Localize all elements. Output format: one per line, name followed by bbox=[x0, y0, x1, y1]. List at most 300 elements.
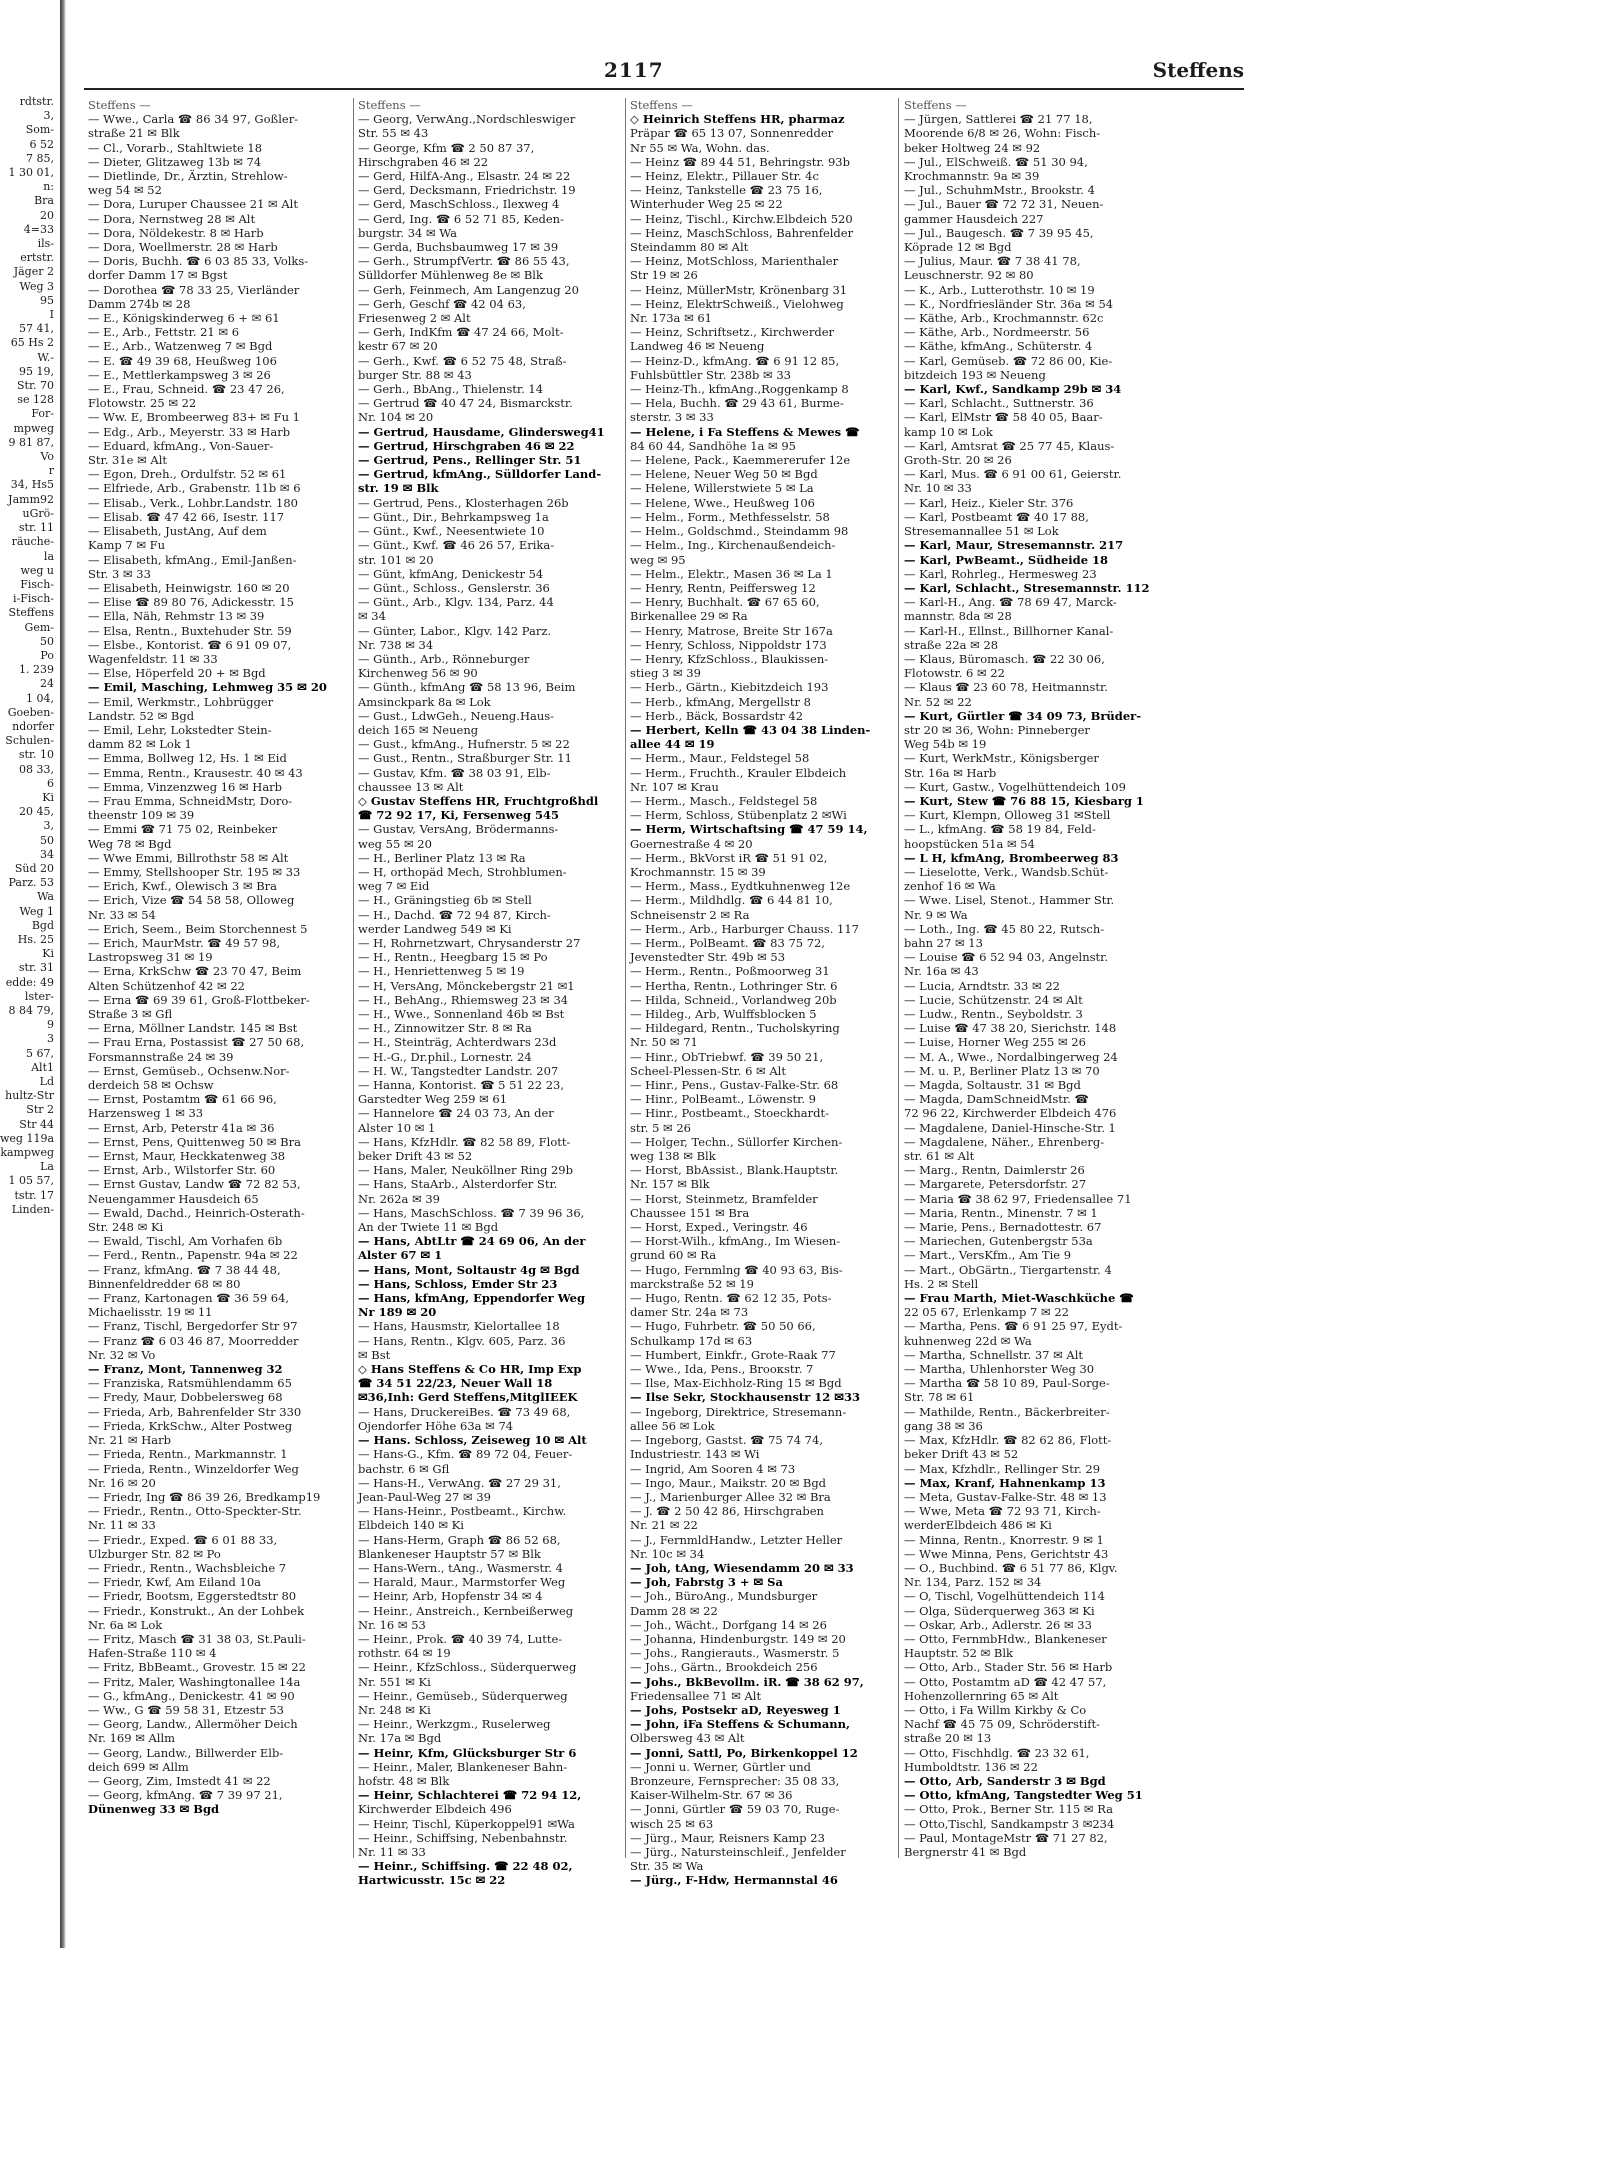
directory-entry: — Friedr, Ing ☎ 86 39 26, Bredkamp19 bbox=[88, 1489, 321, 1504]
previous-page-text: lster- bbox=[24, 989, 54, 1003]
directory-entry: Nr. 11 ✉ 33 bbox=[358, 1844, 426, 1859]
directory-entry: — Ludw., Rentn., Seyboldstr. 3 bbox=[904, 1007, 1083, 1021]
directory-entry: — Joh, tAng, Wiesendamm 20 ✉ 33 bbox=[630, 1560, 854, 1575]
column-heading: Steffens — bbox=[358, 98, 421, 112]
previous-page-text: 9 bbox=[47, 1018, 54, 1032]
directory-entry: — Gerd, HilfA-Ang., Elsastr. 24 ✉ 22 bbox=[358, 169, 571, 184]
directory-entry: straße 21 ✉ Blk bbox=[88, 126, 180, 141]
directory-entry: — Franz, Kartonagen ☎ 36 59 64, bbox=[88, 1291, 290, 1306]
directory-entry: — Frieda, Arb, Bahrenfelder Str 330 bbox=[88, 1404, 302, 1419]
directory-entry: — Helm., Goldschmd., Steindamm 98 bbox=[630, 524, 849, 539]
directory-entry: Nr. 33 ✉ 54 bbox=[88, 907, 156, 922]
directory-entry: — Franz, Mont, Tannenweg 32 bbox=[88, 1362, 283, 1377]
directory-entry: — Cl., Vorarb., Stahltwiete 18 bbox=[88, 140, 263, 155]
directory-entry: Landweg 46 ✉ Neueng bbox=[630, 339, 765, 354]
directory-entry: — Gust., LdwGeh., Neueng.Haus- bbox=[358, 708, 555, 723]
directory-entry: Nr. 16 ✉ 20 bbox=[88, 1475, 156, 1490]
directory-entry: Str. 55 ✉ 43 bbox=[358, 126, 429, 141]
directory-entry: ◇ Heinrich Steffens HR, pharmaz bbox=[630, 112, 845, 127]
previous-page-text: kampweg bbox=[0, 1146, 54, 1160]
directory-entry: Str 19 ✉ 26 bbox=[630, 268, 698, 283]
directory-entry: Friesenweg 2 ✉ Alt bbox=[358, 311, 471, 326]
directory-entry: Michaelisstr. 19 ✉ 11 bbox=[88, 1305, 213, 1320]
directory-entry: — H., Zinnowitzer Str. 8 ✉ Ra bbox=[358, 1021, 532, 1036]
directory-entry: Damm 28 ✉ 22 bbox=[630, 1603, 718, 1618]
directory-entry: straße 20 ✉ 13 bbox=[904, 1731, 992, 1746]
directory-entry: — Gust., kfmAng., Hufnerstr. 5 ✉ 22 bbox=[358, 737, 570, 752]
directory-entry: Köprade 12 ✉ Bgd bbox=[904, 240, 1012, 255]
directory-entry: — H., BehAng., Rhiemsweg 23 ✉ 34 bbox=[358, 992, 569, 1007]
directory-entry: — Emmy, Stellshooper Str. 195 ✉ 33 bbox=[88, 864, 301, 879]
previous-page-text: Linden- bbox=[11, 1202, 54, 1216]
previous-page-text: Fisch- bbox=[20, 577, 54, 591]
directory-entry: damm 82 ✉ Lok 1 bbox=[88, 737, 192, 752]
previous-page-text: 24 bbox=[40, 677, 54, 691]
directory-entry: Str. 35 ✉ Wa bbox=[630, 1859, 704, 1874]
directory-entry: Hirschgraben 46 ✉ 22 bbox=[358, 154, 489, 169]
directory-entry: — Heinz, Tankstelle ☎ 23 75 16, bbox=[630, 183, 823, 198]
directory-entry: — Herm, Schloss, Stübenplatz 2 ✉Wi bbox=[630, 808, 847, 823]
directory-entry: — Hinr., ObTriebwf. ☎ 39 50 21, bbox=[630, 1049, 824, 1064]
directory-entry: — Karl, Amtsrat ☎ 25 77 45, Klaus- bbox=[904, 438, 1115, 453]
directory-entry: kamp 10 ✉ Lok bbox=[904, 424, 993, 439]
directory-entry: — Hans, KfzHdlr. ☎ 82 58 89, Flott- bbox=[358, 1134, 571, 1149]
directory-entry: Nr. 169 ✉ Allm bbox=[88, 1731, 176, 1746]
directory-entry: — Hans, StaArb., Alsterdorfer Str. bbox=[358, 1177, 558, 1192]
previous-page-text: Goeben- bbox=[7, 705, 54, 719]
directory-entry: — Max, Kranf, Hahnenkamp 13 bbox=[904, 1475, 1106, 1490]
directory-entry: — Emil, Werkmstr., Lohbrügger bbox=[88, 694, 274, 709]
directory-entry: — E., Arb., Watzenweg 7 ✉ Bgd bbox=[88, 339, 273, 354]
directory-entry: — Elisabeth, Heinwigstr. 160 ✉ 20 bbox=[88, 580, 290, 595]
directory-entry: — Max, Kfzhdlr., Rellinger Str. 29 bbox=[904, 1461, 1101, 1476]
directory-entry: beker Holtweg 24 ✉ 92 bbox=[904, 140, 1041, 155]
directory-entry: werderElbdeich 486 ✉ Ki bbox=[904, 1518, 1052, 1533]
directory-entry: — L H, kfmAng, Brombeerweg 83 bbox=[904, 850, 1119, 865]
directory-entry: — Jürg., Natursteinschleif., Jenfelder bbox=[630, 1844, 846, 1859]
directory-entry: Nr. 173a ✉ 61 bbox=[630, 311, 712, 326]
directory-entry: — Louise ☎ 6 52 94 03, Angelnstr. bbox=[904, 950, 1109, 965]
directory-entry: — Fritz, BbBeamt., Grovestr. 15 ✉ 22 bbox=[88, 1660, 306, 1675]
directory-entry: — Herb., Gärtn., Kiebitzdeich 193 bbox=[630, 680, 829, 695]
directory-entry: str 20 ✉ 36, Wohn: Pinneberger bbox=[904, 722, 1090, 737]
previous-page-text: se 128 bbox=[17, 393, 54, 407]
directory-entry: — Marg., Rentn, Daimlerstr 26 bbox=[904, 1163, 1085, 1178]
directory-entry: Nr. 21 ✉ Harb bbox=[88, 1433, 171, 1448]
previous-page-fragment bbox=[0, 95, 56, 1855]
previous-page-text: 9 81 87, bbox=[8, 435, 54, 449]
directory-entry: — Jürg., F-Hdw, Hermannstal 46 bbox=[630, 1873, 838, 1888]
directory-entry: Moorende 6/8 ✉ 26, Wohn: Fisch- bbox=[904, 126, 1101, 141]
directory-entry: — Hinr., Pens., Gustav-Falke-Str. 68 bbox=[630, 1078, 839, 1093]
directory-entry: Lastropsweg 31 ✉ 19 bbox=[88, 950, 213, 965]
directory-entry: — Else, Höperfeld 20 + ✉ Bgd bbox=[88, 666, 266, 681]
directory-entry: derdeich 58 ✉ Ochsw bbox=[88, 1078, 214, 1093]
directory-entry: — Ilse, Max-Eichholz-Ring 15 ✉ Bgd bbox=[630, 1376, 842, 1391]
previous-page-text: 95 bbox=[40, 293, 54, 307]
previous-page-text: ils- bbox=[37, 237, 54, 251]
directory-entry: — Heinz, MotSchloss, Marienthaler bbox=[630, 254, 839, 269]
directory-entry: — Elfriede, Arb., Grabenstr. 11b ✉ 6 bbox=[88, 481, 301, 496]
previous-page-text: 7 85, bbox=[26, 151, 54, 165]
previous-page-text: Hs. 25 bbox=[17, 932, 54, 946]
directory-entry: straße 22a ✉ 28 bbox=[904, 637, 999, 652]
column-divider bbox=[353, 98, 354, 1858]
directory-entry: — Harald, Maur., Marmstorfer Weg bbox=[358, 1575, 566, 1590]
directory-entry: str. 101 ✉ 20 bbox=[358, 552, 434, 567]
directory-entry: — Heinr, Schlachterei ☎ 72 94 12, bbox=[358, 1788, 582, 1803]
directory-entry: weg ✉ 95 bbox=[630, 552, 686, 567]
directory-entry: marckstraße 52 ✉ 19 bbox=[630, 1276, 754, 1291]
directory-entry: — Friedr., Konstrukt., An der Lohbek bbox=[88, 1603, 305, 1618]
directory-entry: — Georg, kfmAng. ☎ 7 39 97 21, bbox=[88, 1788, 283, 1803]
previous-page-text: 6 52 bbox=[29, 137, 54, 151]
directory-entry: — Heinr., Anstreich., Kernbeißerweg bbox=[358, 1603, 574, 1618]
directory-entry: — Kurt, Gürtler ☎ 34 09 73, Brüder- bbox=[904, 708, 1141, 723]
directory-entry: Wagenfeldstr. 11 ✉ 33 bbox=[88, 651, 218, 666]
directory-entry: — Wwe, Meta ☎ 72 93 71, Kirch- bbox=[904, 1504, 1101, 1519]
directory-entry: — Hans-H., VerwAng. ☎ 27 29 31, bbox=[358, 1475, 561, 1490]
directory-entry: — Günter, Labor., Klgv. 142 Parz. bbox=[358, 623, 552, 638]
directory-entry: — Emma, Rentn., Krausestr. 40 ✉ 43 bbox=[88, 765, 303, 780]
directory-entry: — Ferd., Rentn., Papenstr. 94a ✉ 22 bbox=[88, 1248, 298, 1263]
directory-entry: — Helm., Ing., Kirchenaußendeich- bbox=[630, 538, 836, 553]
directory-entry: — Gertrud, kfmAng., Sülldorfer Land- bbox=[358, 467, 602, 482]
directory-entry: ☎ 72 92 17, Ki, Fersenweg 545 bbox=[358, 808, 560, 823]
directory-entry: — Emil, Masching, Lehmweg 35 ✉ 20 bbox=[88, 680, 327, 695]
directory-entry: — Hans, DruckereiBes. ☎ 73 49 68, bbox=[358, 1404, 571, 1419]
directory-entry: — George, Kfm ☎ 2 50 87 37, bbox=[358, 140, 535, 155]
directory-entry: — Lieselotte, Verk., Wandsb.Schüt- bbox=[904, 864, 1109, 879]
directory-entry: ☎ 34 51 22/23, Neuer Wall 18 bbox=[358, 1376, 553, 1391]
directory-entry: — Wwe. Lisel, Stenot., Hammer Str. bbox=[904, 893, 1115, 908]
directory-entry: — Klaus, Büromasch. ☎ 22 30 06, bbox=[904, 651, 1105, 666]
directory-entry: — Herm, Wirtschaftsing ☎ 47 59 14, bbox=[630, 822, 868, 837]
directory-entry: — Holger, Techn., Süllorfer Kirchen- bbox=[630, 1134, 843, 1149]
directory-entry: ✉36,Inh: Gerd Steffens,MitglIEEK bbox=[358, 1390, 578, 1405]
directory-entry: — H. W., Tangstedter Landstr. 207 bbox=[358, 1063, 559, 1078]
directory-entry: — Otto, FernmbHdw., Blankeneser bbox=[904, 1631, 1107, 1646]
directory-entry: — Marie, Pens., Bernadottestr. 67 bbox=[904, 1220, 1102, 1235]
directory-entry: — Herm., Mildhdlg. ☎ 6 44 81 10, bbox=[630, 893, 833, 908]
directory-entry: — Loth., Ing. ☎ 45 80 22, Rutsch- bbox=[904, 921, 1105, 936]
directory-entry: — Martha, Uhlenhorster Weg 30 bbox=[904, 1362, 1095, 1377]
previous-page-text: i-Fisch- bbox=[13, 592, 54, 606]
directory-entry: — Magdalene, Daniel-Hinsche-Str. 1 bbox=[904, 1120, 1116, 1135]
directory-entry: — Ingeborg, Direktrice, Stresemann- bbox=[630, 1404, 847, 1419]
directory-entry: Flotowstr. 25 ✉ 22 bbox=[88, 396, 197, 411]
previous-page-text: 20 45, bbox=[19, 805, 54, 819]
directory-entry: beker Drift 43 ✉ 52 bbox=[358, 1149, 473, 1164]
directory-entry: — Hinr., Postbeamt., Stoeckhardt- bbox=[630, 1106, 829, 1121]
directory-entry: — Otto, Prok., Berner Str. 115 ✉ Ra bbox=[904, 1802, 1113, 1817]
directory-entry: — Karl, Kwf., Sandkamp 29b ✉ 34 bbox=[904, 382, 1122, 397]
directory-entry: — Ingo, Maur., Maikstr. 20 ✉ Bgd bbox=[630, 1475, 827, 1490]
previous-page-text: 08 33, bbox=[19, 762, 54, 776]
directory-entry: — Elsbe., Kontorist. ☎ 6 91 09 07, bbox=[88, 637, 292, 652]
directory-entry: hoopstücken 51a ✉ 54 bbox=[904, 836, 1035, 851]
directory-entry: — Heinr., Maler, Blankeneser Bahn- bbox=[358, 1759, 568, 1774]
directory-entry: — Helene, Pack., Kaemmererufer 12e bbox=[630, 453, 851, 468]
blank-margin bbox=[0, 1948, 1600, 2177]
directory-entry: — Ingeborg, Gastst. ☎ 75 74 74, bbox=[630, 1433, 823, 1448]
directory-entry: — Hela, Buchh. ☎ 29 43 61, Burme- bbox=[630, 396, 844, 411]
directory-entry: — Fredy, Maur, Dobbelersweg 68 bbox=[88, 1390, 283, 1405]
directory-entry: — Ernst, Arb, Peterstr 41a ✉ 36 bbox=[88, 1120, 275, 1135]
previous-page-text: Str 2 bbox=[26, 1103, 54, 1117]
directory-entry: Straße 3 ✉ Gfl bbox=[88, 1007, 173, 1021]
directory-entry: — Günt, kfmAng, Denickestr 54 bbox=[358, 566, 544, 581]
directory-entry: — Emma, Vinzenzweg 16 ✉ Harb bbox=[88, 779, 283, 794]
directory-entry: — Gerh, Feinmech, Am Langenzug 20 bbox=[358, 282, 579, 297]
directory-entry: — E., Mettlerkampsweg 3 ✉ 26 bbox=[88, 367, 271, 382]
directory-entry: — Meta, Gustav-Falke-Str. 48 ✉ 13 bbox=[904, 1489, 1107, 1504]
directory-entry: — Johs., Gärtn., Brookdeich 256 bbox=[630, 1660, 818, 1675]
directory-entry: kuhnenweg 22d ✉ Wa bbox=[904, 1333, 1032, 1348]
directory-entry: bachstr. 6 ✉ Gfl bbox=[358, 1461, 450, 1476]
directory-entry: — J., Marienburger Allee 32 ✉ Bra bbox=[630, 1489, 831, 1504]
directory-entry: 84 60 44, Sandhöhe 1a ✉ 95 bbox=[630, 438, 796, 453]
previous-page-text: Ld bbox=[39, 1075, 54, 1089]
directory-entry: Nr. 9 ✉ Wa bbox=[904, 907, 968, 922]
directory-entry: burger Str. 88 ✉ 43 bbox=[358, 367, 472, 382]
directory-entry: zenhof 16 ✉ Wa bbox=[904, 879, 996, 894]
directory-entry: Nr. 248 ✉ Ki bbox=[358, 1702, 431, 1717]
previous-page-text: ndorfer bbox=[12, 719, 54, 733]
directory-entry: wisch 25 ✉ 63 bbox=[630, 1816, 714, 1831]
directory-entry: Kirchwerder Elbdeich 496 bbox=[358, 1802, 512, 1817]
previous-page-text: 50 bbox=[40, 833, 54, 847]
directory-entry: — Hans-Herm, Graph ☎ 86 52 68, bbox=[358, 1532, 561, 1547]
directory-entry: — Margarete, Petersdorfstr. 27 bbox=[904, 1177, 1087, 1192]
directory-entry: — Hugo, Fuhrbetr. ☎ 50 50 66, bbox=[630, 1319, 816, 1334]
directory-entry: — Heinr., Schiffsing, Nebenbahnstr. bbox=[358, 1830, 568, 1845]
directory-entry: — Franz, kfmAng. ☎ 7 38 44 48, bbox=[88, 1262, 281, 1277]
directory-entry: — Magda, Soltaustr. 31 ✉ Bgd bbox=[904, 1078, 1081, 1093]
directory-entry: — Gustav, VersAng, Brödermanns- bbox=[358, 822, 559, 837]
directory-entry: chaussee 13 ✉ Alt bbox=[358, 779, 464, 794]
directory-entry: — Günt., Arb., Klgv. 134, Parz. 44 bbox=[358, 595, 554, 610]
directory-entry: — Gertrud, Pens., Klosterhagen 26b bbox=[358, 495, 569, 510]
directory-entry: Schulkamp 17d ✉ 63 bbox=[630, 1333, 753, 1348]
directory-entry: Damm 274b ✉ 28 bbox=[88, 296, 191, 311]
previous-page-text: 57 41, bbox=[19, 322, 54, 336]
directory-entry: — Johs., Rangierauts., Wasmerstr. 5 bbox=[630, 1646, 840, 1661]
directory-entry: Fuhlsbüttler Str. 238b ✉ 33 bbox=[630, 367, 791, 382]
directory-entry: — Joh., BüroAng., Mundsburger bbox=[630, 1589, 818, 1604]
directory-entry: — Herm., Maur., Feldstegel 58 bbox=[630, 751, 810, 766]
directory-entry: — Herm., Mass., Eydtkuhnenweg 12e bbox=[630, 879, 851, 894]
previous-page-text: Gem- bbox=[24, 620, 54, 634]
directory-entry: — Luise, Horner Weg 255 ✉ 26 bbox=[904, 1035, 1086, 1050]
directory-column-2 bbox=[358, 98, 620, 1888]
directory-entry: allee 44 ✉ 19 bbox=[630, 737, 715, 752]
previous-page-text: str. 11 bbox=[18, 521, 54, 535]
directory-entry: — Edg., Arb., Meyerstr. 33 ✉ Harb bbox=[88, 424, 291, 439]
directory-entry: — Fritz, Maler, Washingtonallee 14a bbox=[88, 1674, 301, 1689]
previous-page-text: Som- bbox=[25, 123, 54, 137]
directory-entry: — Herbert, Kelln ☎ 43 04 38 Linden- bbox=[630, 722, 871, 737]
directory-entry: — Kurt, Stew ☎ 76 88 15, Kiesbarg 1 bbox=[904, 793, 1144, 808]
previous-page-text: Jamm92 bbox=[8, 492, 54, 506]
directory-entry: Weg 78 ✉ Bgd bbox=[88, 836, 172, 851]
directory-entry: — Hans-G., Kfm. ☎ 89 72 04, Feuer- bbox=[358, 1447, 573, 1462]
directory-entry: — Helene, Wwe., Heußweg 106 bbox=[630, 495, 815, 510]
previous-page-text: Wa bbox=[37, 890, 54, 904]
directory-entry: Olbersweg 43 ✉ Alt bbox=[630, 1731, 745, 1746]
directory-entry: — Kurt, Gastw., Vogelhüttendeich 109 bbox=[904, 779, 1126, 794]
directory-entry: Neuengammer Hausdeich 65 bbox=[88, 1191, 259, 1206]
previous-page-text: Alt1 bbox=[31, 1060, 54, 1074]
directory-entry: — Heinr, Kfm, Glücksburger Str 6 bbox=[358, 1745, 577, 1760]
directory-entry: Harzensweg 1 ✉ 33 bbox=[88, 1106, 204, 1121]
directory-entry: — Günth., kfmAng ☎ 58 13 96, Beim bbox=[358, 680, 576, 695]
directory-entry: — Otto, kfmAng, Tangstedter Weg 51 bbox=[904, 1788, 1143, 1803]
previous-page-text: Weg 3 bbox=[19, 279, 54, 293]
previous-page-text: 3, bbox=[43, 819, 54, 833]
directory-entry: — Jürgen, Sattlerei ☎ 21 77 18, bbox=[904, 112, 1093, 127]
previous-page-text: 50 bbox=[40, 634, 54, 648]
directory-entry: — Frau Marth, Miet-Waschküche ☎ bbox=[904, 1291, 1134, 1306]
previous-page-text: 34, Hs5 bbox=[10, 478, 54, 492]
directory-entry: — Martha ☎ 58 10 89, Paul-Sorge- bbox=[904, 1376, 1110, 1391]
directory-entry: — Egon, Dreh., Ordulfstr. 52 ✉ 61 bbox=[88, 467, 287, 482]
directory-entry: — Herm., Rentn., Poßmoorweg 31 bbox=[630, 964, 830, 979]
directory-entry: theenstr 109 ✉ 39 bbox=[88, 808, 195, 823]
directory-entry: — Otto,Tischl, Sandkampstr 3 ✉234 bbox=[904, 1816, 1115, 1831]
directory-entry: — Hans, Mont, Soltaustr 4g ✉ Bgd bbox=[358, 1262, 580, 1277]
directory-entry: — K., Arb., Lutterothstr. 10 ✉ 19 bbox=[904, 282, 1095, 297]
directory-entry: — Horst, BbAssist., Blank.Hauptstr. bbox=[630, 1163, 839, 1178]
directory-entry: Goernestraße 4 ✉ 20 bbox=[630, 836, 753, 851]
directory-entry: Str. 3 ✉ 33 bbox=[88, 566, 151, 581]
previous-page-text: str. 31 bbox=[18, 961, 54, 975]
directory-entry: Nr. 551 ✉ Ki bbox=[358, 1674, 431, 1689]
directory-entry: — Karl, ElMstr ☎ 58 40 05, Baar- bbox=[904, 410, 1103, 425]
directory-entry: — Günt., Kwf. ☎ 46 26 57, Erika- bbox=[358, 538, 555, 553]
column-heading: Steffens — bbox=[88, 98, 151, 112]
directory-entry: Scheel-Plessen-Str. 6 ✉ Alt bbox=[630, 1063, 786, 1078]
directory-entry: — Heinz-D., kfmAng. ☎ 6 91 12 85, bbox=[630, 353, 840, 368]
directory-entry: — Elsa, Rentn., Buxtehuder Str. 59 bbox=[88, 623, 292, 638]
directory-entry: Alster 67 ✉ 1 bbox=[358, 1248, 443, 1263]
directory-entry: — Dietlinde, Dr., Ärztin, Strehlow- bbox=[88, 169, 288, 184]
directory-entry: Nr. 21 ✉ 22 bbox=[630, 1518, 698, 1533]
directory-entry: — O., Buchbind. ☎ 6 51 77 86, Klgv. bbox=[904, 1560, 1118, 1575]
directory-entry: — H, VersAng, Mönckebergstr 21 ✉1 bbox=[358, 978, 575, 993]
directory-entry: rothstr. 64 ✉ 19 bbox=[358, 1646, 451, 1661]
directory-entry: — Jürg., Maur, Reisners Kamp 23 bbox=[630, 1830, 825, 1845]
directory-entry: — Ewald, Tischl, Am Vorhafen 6b bbox=[88, 1234, 283, 1249]
directory-entry: — Otto, Fischhdlg. ☎ 23 32 61, bbox=[904, 1745, 1090, 1760]
directory-entry: — Hildeg., Arb, Wulffsblocken 5 bbox=[630, 1007, 817, 1021]
directory-entry: — Heinr., KfzSchloss., Süderquerweg bbox=[358, 1660, 577, 1675]
directory-entry: Nr. 50 ✉ 71 bbox=[630, 1035, 698, 1050]
directory-entry: — Karl, Gemüseb. ☎ 72 86 00, Kie- bbox=[904, 353, 1113, 368]
directory-entry: — Gertrud, Hausdame, Glindersweg41 bbox=[358, 424, 605, 439]
directory-entry: — Wwe., Carla ☎ 86 34 97, Goßler- bbox=[88, 112, 299, 127]
directory-entry: — Ernst Gustav, Landw ☎ 72 82 53, bbox=[88, 1177, 301, 1192]
directory-entry: — Gerd, Decksmann, Friedrichstr. 19 bbox=[358, 183, 576, 198]
directory-column-3 bbox=[630, 98, 892, 1888]
column-divider bbox=[898, 98, 899, 1858]
directory-entry: ✉ Bst bbox=[358, 1347, 391, 1362]
directory-entry: — Horst, Steinmetz, Bramfelder bbox=[630, 1191, 818, 1206]
directory-entry: Forsmannstraße 24 ✉ 39 bbox=[88, 1049, 234, 1064]
previous-page-text: 1 04, bbox=[26, 691, 54, 705]
directory-entry: — Käthe, Arb., Krochmannstr. 62c bbox=[904, 311, 1104, 326]
directory-entry: — Gust., Rentn., Straßburger Str. 11 bbox=[358, 751, 572, 766]
directory-entry: — Frieda, Rentn., Winzeldorfer Weg bbox=[88, 1461, 299, 1476]
directory-entry: — Gerd, Ing. ☎ 6 52 71 85, Keden- bbox=[358, 211, 564, 226]
directory-entry: str. 19 ✉ Blk bbox=[358, 481, 439, 496]
previous-page-text: r bbox=[48, 464, 54, 478]
directory-entry: Str. 31e ✉ Alt bbox=[88, 453, 168, 468]
previous-page-text: Str 44 bbox=[19, 1117, 54, 1131]
directory-entry: — Gustav, Kfm. ☎ 38 03 91, Elb- bbox=[358, 765, 551, 780]
directory-entry: — Helm., Form., Methfesselstr. 58 bbox=[630, 509, 830, 524]
directory-entry: — Franziska, Ratsmühlendamm 65 bbox=[88, 1376, 292, 1391]
previous-page-text: 8 84 79, bbox=[8, 1004, 54, 1017]
previous-page-text: Ki bbox=[42, 947, 54, 961]
directory-entry: — Doris, Buchh. ☎ 6 03 85 33, Volks- bbox=[88, 254, 309, 269]
directory-entry: — Herm., Masch., Feldstegel 58 bbox=[630, 793, 818, 808]
directory-entry: Jean-Paul-Weg 27 ✉ 39 bbox=[358, 1489, 491, 1504]
directory-entry: — J. ☎ 2 50 42 86, Hirschgraben bbox=[630, 1504, 824, 1519]
directory-entry: — Magda, DamSchneidMstr. ☎ bbox=[904, 1092, 1089, 1107]
previous-page-text: weg u bbox=[20, 563, 54, 577]
directory-entry: — Hans-Wern., tAng., Wasmerstr. 4 bbox=[358, 1560, 563, 1575]
directory-entry: — Käthe, Arb., Nordmeerstr. 56 bbox=[904, 325, 1090, 340]
directory-entry: Steindamm 80 ✉ Alt bbox=[630, 240, 749, 255]
previous-page-text: Süd 20 bbox=[14, 861, 54, 875]
directory-entry: Kamp 7 ✉ Fu bbox=[88, 538, 166, 553]
directory-entry: — Olga, Süderquerweg 363 ✉ Ki bbox=[904, 1603, 1095, 1618]
directory-entry: — Karl-H., Ellnst., Billhorner Kanal- bbox=[904, 623, 1114, 638]
previous-page-text: 1 05 57, bbox=[8, 1174, 54, 1188]
directory-entry: weg 7 ✉ Eid bbox=[358, 879, 430, 894]
directory-entry: — Ernst, Gemüseb., Ochsenw.Nor- bbox=[88, 1063, 290, 1078]
page-gutter bbox=[60, 0, 66, 1948]
directory-entry: sterstr. 3 ✉ 33 bbox=[630, 410, 714, 425]
directory-entry: — Otto, Arb., Stader Str. 56 ✉ Harb bbox=[904, 1660, 1113, 1675]
previous-page-text: For- bbox=[31, 407, 54, 421]
directory-entry: — Heinr., Werkzgm., Ruselerweg bbox=[358, 1717, 551, 1732]
previous-page-text: str. 10 bbox=[18, 748, 54, 762]
previous-page-text: 5 67, bbox=[26, 1046, 54, 1060]
directory-entry: — Elise ☎ 89 80 76, Adickesstr. 15 bbox=[88, 595, 294, 610]
directory-entry: — Ernst, Arb., Wilstorfer Str. 60 bbox=[88, 1163, 276, 1178]
directory-entry: — Luise ☎ 47 38 20, Sierichstr. 148 bbox=[904, 1021, 1117, 1036]
directory-entry: — Jul., Bauer ☎ 72 72 31, Neuen- bbox=[904, 197, 1104, 212]
directory-entry: str. 5 ✉ 26 bbox=[630, 1120, 691, 1135]
directory-entry: str. 61 ✉ Alt bbox=[904, 1149, 975, 1164]
directory-entry: Winterhuder Weg 25 ✉ 22 bbox=[630, 197, 783, 212]
directory-entry: — Frieda, Rentn., Markmannstr. 1 bbox=[88, 1447, 288, 1462]
directory-entry: Str. 248 ✉ Ki bbox=[88, 1220, 164, 1235]
directory-entry: — Klaus ☎ 23 60 78, Heitmannstr. bbox=[904, 680, 1108, 695]
directory-entry: Nr. 16a ✉ 43 bbox=[904, 964, 979, 979]
previous-page-text: 1 30 01, bbox=[8, 166, 54, 180]
directory-entry: — Heinr., Schiffsing. ☎ 22 48 02, bbox=[358, 1859, 573, 1874]
directory-entry: — Horst-Wilh., kfmAng., Im Wiesen- bbox=[630, 1234, 841, 1249]
directory-entry: — Jonni u. Werner, Gürtler und bbox=[630, 1759, 812, 1774]
directory-entry: — Ewald, Dachd., Heinrich-Osterath- bbox=[88, 1205, 305, 1220]
directory-entry: gang 38 ✉ 36 bbox=[904, 1418, 983, 1433]
directory-entry: — Henry, Matrose, Breite Str 167a bbox=[630, 623, 833, 638]
directory-entry: — Henry, KfzSchloss., Blaukissen- bbox=[630, 651, 829, 666]
directory-entry: — Emil, Lehr, Lokstedter Stein- bbox=[88, 722, 272, 737]
